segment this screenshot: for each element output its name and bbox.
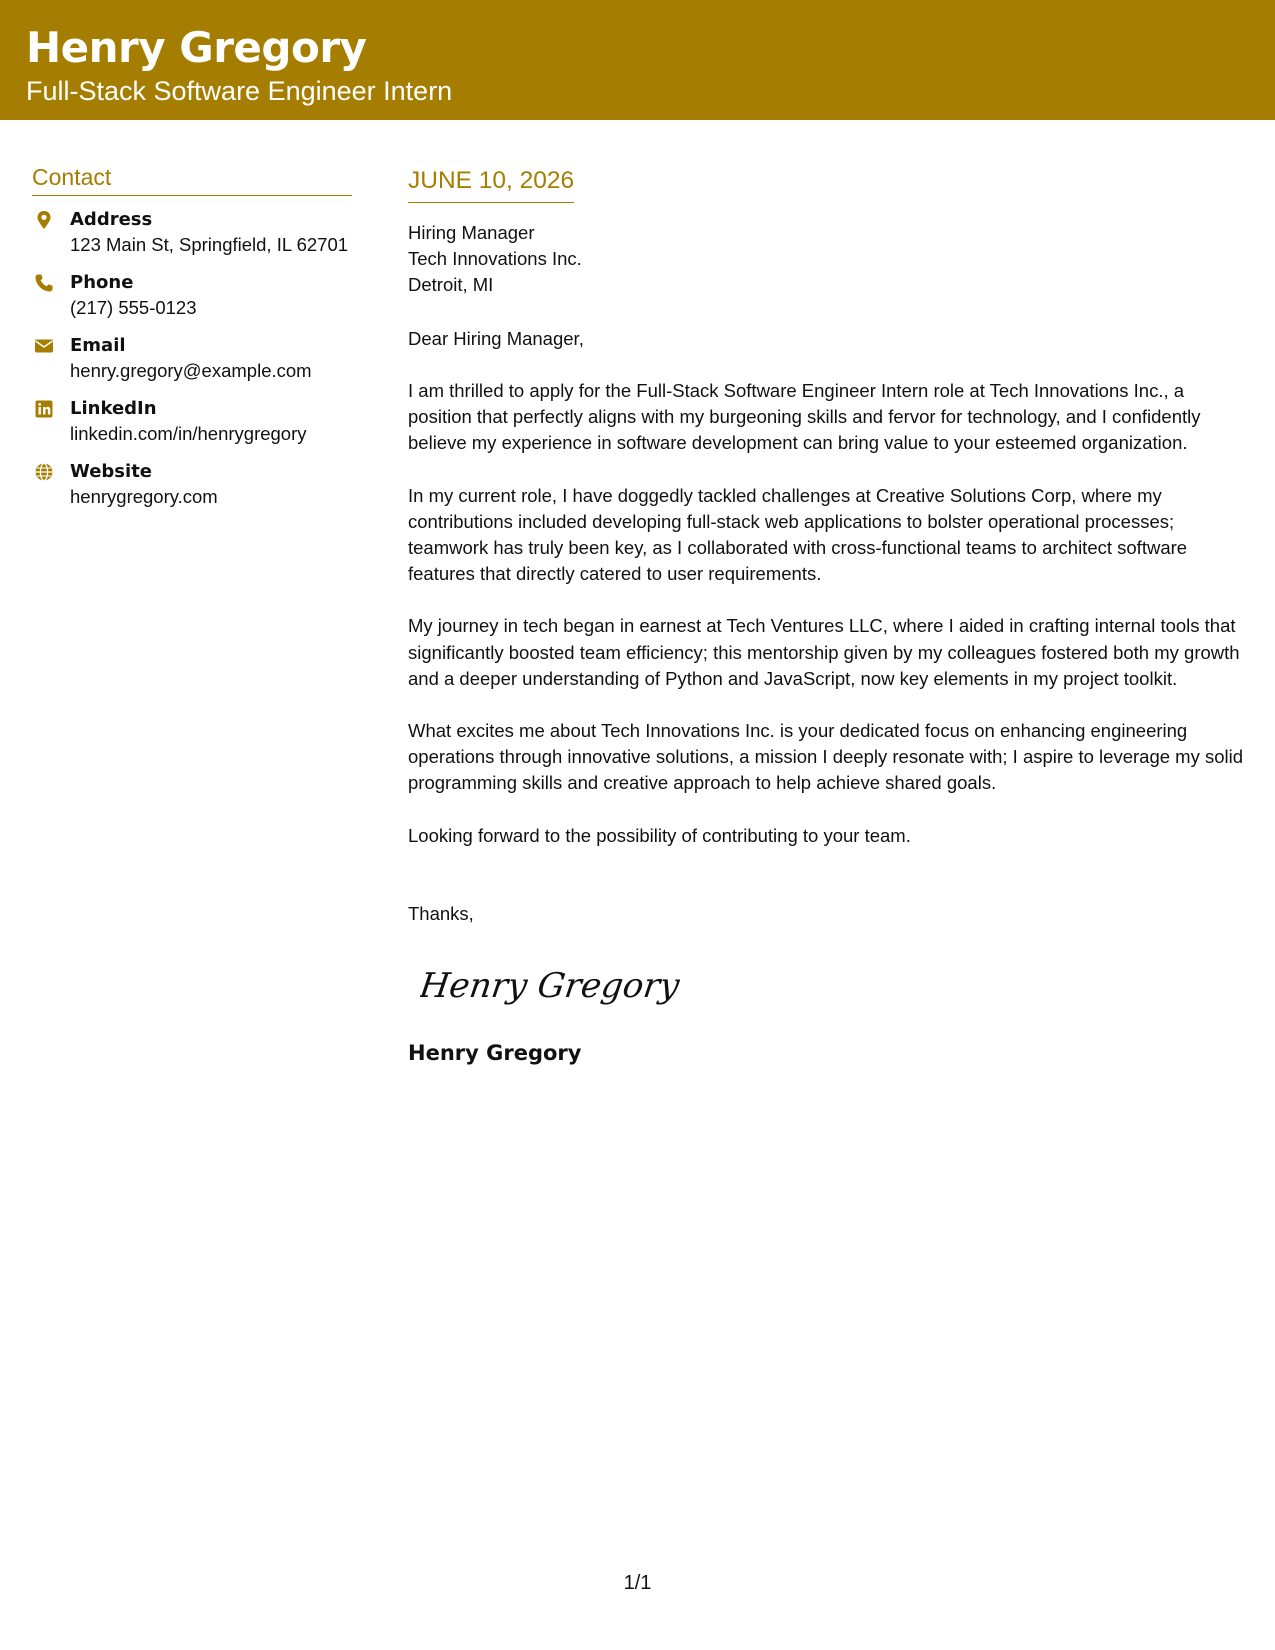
sidebar (32, 163, 352, 523)
linkedin-icon (34, 399, 54, 419)
letter-body (408, 165, 1248, 1067)
contact-value: linkedin.com/in/henrygregory (70, 423, 307, 444)
contact-item-address (32, 208, 352, 271)
svg-text:Henry Gregory: Henry Gregory (420, 965, 680, 1006)
contact-value: (217) 555-0123 (70, 297, 197, 318)
recipient-block (408, 220, 1248, 298)
closing: Thanks, (408, 902, 474, 924)
contact-item-linkedin (32, 397, 352, 460)
contact-section-title: Contact (32, 163, 352, 196)
page-number: 1/1 (623, 1572, 652, 1594)
contact-value: henrygregory.com (70, 486, 218, 507)
contact-item-phone (32, 271, 352, 334)
contact-list (32, 208, 352, 523)
applicant-name: Henry Gregory (26, 23, 367, 72)
contact-item-email (32, 334, 352, 397)
contact-label: Website (70, 461, 153, 482)
contact-value: 123 Main St, Springfield, IL 62701 (70, 234, 349, 255)
letter-paragraph: Looking forward to the possibility of contributing to your team. (408, 824, 911, 846)
letter-paragraph: I am thrilled to apply for the Full-Stack Software Engineer Intern role at Tech Innovations Inc., a position that perfectly aligns with my burgeoning skills and fervor for technology, and I confidently believe my experience in software development can bring value to your esteemed organization. (408, 380, 1201, 454)
letter-paragraph: In my current role, I have doggedly tackled challenges at Creative Solutions Corp, where my contributions included developing full-stack web applications to bolster operational processes; teamwork has truly been key, as I collaborated with cross-functional teams to architect software features that directly catered to user requirements. (408, 484, 1188, 585)
signed-name: Henry Gregory (408, 1040, 582, 1065)
handwritten-signature (420, 957, 680, 1017)
letter-date: JUNE 10, 2026 (408, 165, 574, 203)
contact-label: Email (70, 335, 126, 356)
contact-value: henry.gregory@example.com (70, 360, 312, 381)
salutation: Dear Hiring Manager, (408, 328, 584, 349)
letter-paragraph: What excites me about Tech Innovations Inc. is your dedicated focus on enhancing engineering operations through innovative solutions, a mission I deeply resonate with; I aspire to leverage my solid programming skills and creative approach to help achieve shared goals. (408, 720, 1244, 794)
letter-paragraph: My journey in tech began in earnest at Tech Ventures LLC, where I aided in crafting internal tools that significantly boosted team efficiency; this mentorship given by my colleagues fostered both my growth and a deeper understanding of Python and JavaScript, now key elements in my project toolkit. (408, 615, 1240, 689)
phone-icon (34, 273, 54, 293)
applicant-job-title: Full-Stack Software Engineer Intern (26, 76, 453, 106)
recipient-line: Hiring Manager (408, 222, 535, 243)
recipient-line: Tech Innovations Inc. (408, 248, 582, 269)
contact-item-website (32, 460, 352, 523)
globe-icon (34, 462, 54, 482)
envelope-icon (34, 336, 54, 356)
recipient-line: Detroit, MI (408, 274, 494, 295)
header-banner (0, 0, 1275, 120)
contact-label: Address (70, 209, 153, 230)
contact-label: LinkedIn (70, 398, 157, 419)
map-pin-icon (34, 210, 54, 230)
contact-label: Phone (70, 272, 134, 293)
